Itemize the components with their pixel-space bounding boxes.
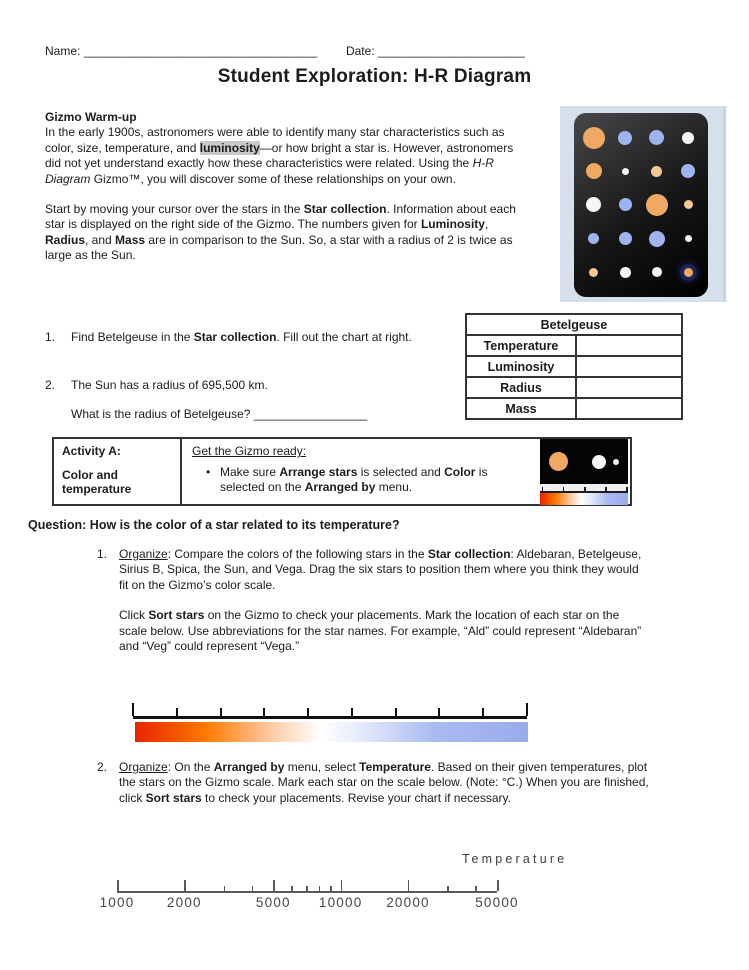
table-row-value-cell	[576, 335, 682, 356]
table-row	[466, 398, 682, 419]
ruler-tick	[307, 708, 309, 716]
temperature-tick	[117, 880, 119, 891]
temperature-tick-label: 20000	[386, 895, 430, 910]
table-row	[466, 356, 682, 377]
ruler-tick	[438, 708, 440, 716]
temperature-tick-label: 2000	[166, 895, 202, 910]
warmup-paragraph-1: In the early 1900s, astronomers were able to identify many star characteristics such as color, size, temperature, and luminosity—or how bright a star is. However, astronomers did not yet understand exactly how these characteristics were related. Using the H-R Diagram Gizmo™, you will discover some of these relationships on your own.	[45, 125, 514, 186]
gizmo-ready-bullet	[192, 465, 528, 495]
temperature-tick	[341, 880, 343, 891]
warmup-heading: Gizmo Warm-up	[45, 110, 137, 124]
organize-item-1-number: 1.	[97, 547, 108, 561]
organize-item-2-number: 2.	[97, 760, 108, 774]
warmup-paragraph-2: Start by moving your cursor over the stars in the Star collection. Information about each star is displayed on the right side of the Gizmo. The numbers given for Luminosity, Radius, and Mass are in comparison to the Sun. So, a star with a radius of 2 is twice as large as the Sun.	[45, 202, 516, 263]
temperature-tick	[252, 886, 254, 891]
star	[622, 168, 629, 175]
table-row-value-cell	[576, 398, 682, 419]
page-title: Student Exploration: H-R Diagram	[217, 66, 532, 87]
temperature-tick	[447, 886, 449, 891]
ruler-tick	[395, 708, 397, 716]
star	[619, 198, 632, 211]
mini-star	[592, 455, 606, 469]
question-1-text: Find Betelgeuse in the Star collection. Fill out the chart at right.	[71, 330, 412, 344]
table-row-label: Radius	[466, 377, 576, 398]
star-board	[574, 113, 708, 297]
question-1	[45, 330, 459, 345]
star	[652, 267, 662, 277]
ruler-tick	[542, 487, 544, 491]
gizmo-ready-cell	[182, 439, 538, 504]
temperature-tick-label: 1000	[99, 895, 135, 910]
question-2-text: The Sun has a radius of 695,500 km.	[71, 378, 268, 392]
activity-a-title: Activity A:	[62, 444, 121, 458]
star	[649, 231, 665, 247]
star	[583, 127, 605, 149]
temperature-tick	[184, 880, 186, 891]
temperature-tick	[224, 886, 226, 891]
temperature-tick-label: 5000	[255, 895, 291, 910]
activity-a-subtitle: Color and temperature	[62, 468, 132, 496]
organize-item-2-paragraph-1: Organize: On the Arranged by menu, select Temperature. Based on their given temperatures, plot the stars on the Gizmo scale. Mark each star on the scale below. (Note: °C.) When you are finished, click Sort stars to check your placements. Revise your chart if necessary.	[119, 760, 649, 805]
gizmo-ready-bullet-text: Make sure Arrange stars is selected and Color is selected on the Arranged by menu.	[220, 465, 488, 494]
table-row-value-cell	[576, 356, 682, 377]
star	[681, 164, 695, 178]
star	[586, 163, 602, 179]
star	[586, 197, 601, 212]
temperature-axis-label: Temperature	[462, 852, 568, 866]
star	[620, 267, 631, 278]
mini-color-gradient	[540, 493, 628, 505]
temperature-tick	[408, 880, 410, 891]
star	[685, 235, 692, 242]
temperature-tick	[330, 886, 332, 891]
ruler-tick	[526, 703, 528, 716]
ruler-tick	[351, 708, 353, 716]
table-row-label: Luminosity	[466, 356, 576, 377]
star	[588, 233, 599, 244]
question-heading: Question: How is the color of a star related to its temperature?	[28, 518, 400, 532]
betelgeuse-table-title: Betelgeuse	[466, 314, 682, 335]
question-2-number: 2.	[45, 378, 56, 392]
name-label: Name:	[45, 44, 81, 58]
star	[589, 268, 598, 277]
betelgeuse-table-body	[466, 335, 682, 419]
star	[646, 194, 668, 216]
star	[649, 130, 664, 145]
activity-a-label-cell	[54, 439, 182, 504]
table-row-value-cell	[576, 377, 682, 398]
ruler-tick	[563, 487, 565, 491]
date-blank: ______________________	[378, 44, 525, 58]
ruler-tick	[584, 487, 586, 491]
temperature-tick-label: 50000	[475, 895, 519, 910]
organize-item-1-paragraph-2: Click Sort stars on the Gizmo to check your placements. Mark the location of each star on the scale below. Use abbreviations for the star names. For example, “Ald” could represent “Aldebaran” and “Veg” could represent “Vega.”	[119, 608, 642, 654]
question-2b-text: What is the radius of Betelgeuse? _________________	[71, 407, 368, 421]
mini-star	[613, 459, 619, 465]
question-2b	[45, 407, 459, 422]
color-gradient-bar	[135, 722, 528, 742]
mini-scale-ruler	[540, 484, 628, 493]
table-row-label: Mass	[466, 398, 576, 419]
temperature-tick	[497, 880, 499, 891]
temperature-tick	[475, 886, 477, 891]
question-1-number: 1.	[45, 330, 56, 344]
temperature-tick	[306, 886, 308, 891]
gizmo-ready-heading: Get the Gizmo ready:	[192, 444, 307, 458]
warmup-questions	[45, 330, 459, 422]
temperature-tick	[273, 880, 275, 891]
star	[684, 268, 693, 277]
ruler-tick	[626, 487, 628, 491]
star	[682, 132, 694, 144]
mini-star-pane	[540, 439, 628, 484]
star	[618, 131, 632, 145]
header-row	[45, 44, 705, 58]
mini-star	[549, 452, 568, 471]
temperature-tick	[319, 886, 321, 891]
ruler-tick	[263, 708, 265, 716]
organize-item-1	[97, 547, 649, 669]
organize-item-2	[97, 760, 653, 821]
temperature-tick	[291, 886, 293, 891]
activity-a-box	[52, 437, 632, 506]
table-row-label: Temperature	[466, 335, 576, 356]
star	[651, 166, 662, 177]
table-row	[466, 335, 682, 356]
warmup-section	[45, 110, 531, 279]
bullet-icon: •	[206, 465, 211, 479]
star	[619, 232, 632, 245]
ruler-tick	[132, 703, 134, 716]
betelgeuse-table	[465, 313, 683, 420]
organize-item-1-paragraph-1: Organize: Compare the colors of the following stars in the Star collection: Aldebaran, Betelgeuse, Sirius B, Spica, the Sun, and Vega. Drag the six stars to position them where you think they would fit on the Gizmo’s color scale.	[119, 547, 642, 592]
name-blank: ___________________________________	[83, 44, 318, 58]
star-collection-image	[560, 106, 726, 302]
star	[684, 200, 693, 209]
temperature-tick-label: 10000	[318, 895, 363, 910]
ruler-tick	[220, 708, 222, 716]
temperature-ruler	[99, 876, 519, 910]
mini-gizmo-image	[538, 439, 630, 504]
radius-answer-blank: _________________	[253, 407, 368, 421]
date-label: Date:	[345, 44, 375, 58]
color-scale-ruler	[133, 700, 527, 719]
question-2	[45, 378, 459, 393]
ruler-tick	[482, 708, 484, 716]
table-row	[466, 377, 682, 398]
ruler-tick	[605, 487, 607, 491]
ruler-tick	[176, 708, 178, 716]
